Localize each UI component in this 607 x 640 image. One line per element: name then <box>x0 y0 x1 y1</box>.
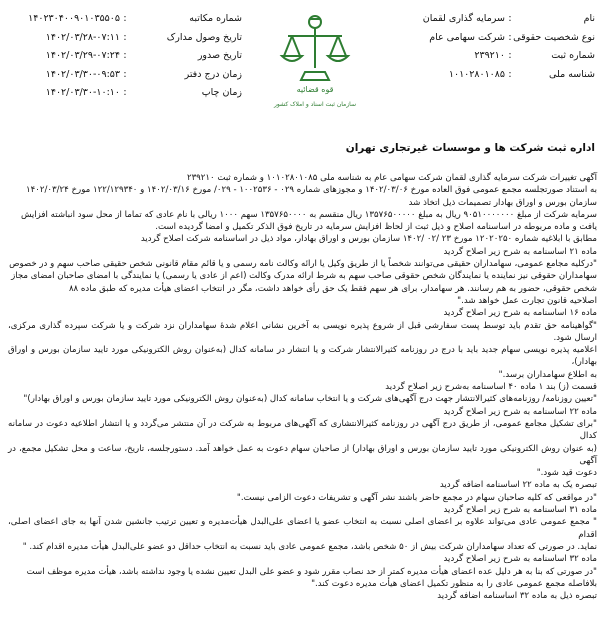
company-info <box>380 10 595 84</box>
announcement-line: ماده ۳۲ اساسنامه به شرح زیر اصلاح گردید <box>443 554 597 565</box>
correspondence-info-row: تاریخ وصول مدارک : ۱۴۰۲/۰۳/۲۸-۰۷:۱۱ <box>12 29 242 48</box>
issue-date-value: ۱۴۰۲/۰۳/۲۹-۰۷:۲۴ <box>45 50 120 61</box>
announcement-line: (به عنوان روش الکترونیکی مورد تایید سازمان بورس و اوراق بهادار) از صاحبان سهام دعوت به عمل خواهد آمد. دستورجلسه، تاریخ، ساعت و محل تشکیل مجمع، در آگهی <box>8 443 597 466</box>
company-info-row: نام : سرمایه گذاری لقمان <box>380 10 595 29</box>
announcement-line: آگهی تغییرات شرکت سرمایه گذاری لقمان شرکت سهامی عام به شناسه ملی ۱۰۱۰۲۸۰۱۰۸۵ و شماره ثبت ۲۳۹۲۱۰ <box>186 173 597 183</box>
announcement-line: بلافاصله مجمع عمومی عادی را به منظور تکمیل اعضای هیأت مدیره دعوت کند." <box>311 578 597 589</box>
company-info-row: نوع شخصیت حقوقی : شرکت سهامی عام <box>380 29 595 48</box>
announcement-line: تبصره یک به ماده ۲۲ اساسنامه اضافه گردید <box>439 480 597 491</box>
correspondence-info-row: زمان چاپ : ۱۴۰۲/۰۳/۳۰-۱۰:۱۰ <box>12 84 242 103</box>
company-name-value: سرمایه گذاری لقمان <box>422 13 505 24</box>
issue-date-label: تاریخ صدور <box>197 50 242 61</box>
company-info-row: شماره ثبت : ۲۳۹۲۱۰ <box>380 47 595 66</box>
office-title: اداره ثبت شرکت ها و موسسات غیرتجاری تهران <box>345 142 595 154</box>
receipt-date-value: ۱۴۰۲/۰۳/۲۸-۰۷:۱۱ <box>45 31 120 43</box>
announcement-line: دعوت قید شود." <box>536 468 597 479</box>
receipt-date-label: تاریخ وصول مدارک <box>166 31 242 43</box>
judiciary-emblem-icon <box>270 6 360 124</box>
announcement-line: "در صورتی که بنا به هر دلیل عده اعضای هیأت مدیره کمتر از حد نصاب مقرر شود و عضو علی البدل تعیین نشده یا وجود نداشته باشد، هیأت مدیره موظف است <box>26 566 597 577</box>
company-info-row: شناسه ملی : ۱۰۱۰۲۸۰۱۰۸۵ <box>380 66 595 85</box>
registry-time-label: زمان درج دفتر <box>184 68 242 80</box>
letter-number-label: شماره مکاتبه <box>189 13 242 24</box>
registration-header <box>0 0 607 138</box>
national-id-value: ۱۰۱۰۲۸۰۱۰۸۵ <box>448 68 505 80</box>
announcement-line: اصلاحیه قانون تجارت عمل خواهد شد." <box>457 295 597 306</box>
registry-time-value: ۱۴۰۲/۰۳/۳۰-۰۹:۵۳ <box>45 68 120 80</box>
announcement-line: "درکلیه مجامع عمومی، سهامداران حقیقی می‌توانند شخصاً یا از طریق وکیل یا ارائه وکالت نامه رسمی و یا قائم مقام قانونی شخص حقیقی صاحب سهم و در خصوص <box>9 259 597 270</box>
announcement-line: " مجمع عمومی عادی می‌تواند علاوه بر اعضای اصلی نسبت به انتخاب عضو یا اعضای علی‌البدل هیأت‌مدیره و تعیین ترتیب جانشین شدن آنها به جای اعضای اصلی، اقدام <box>8 517 597 540</box>
registration-number-value: ۲۳۹۲۱۰ <box>474 50 505 61</box>
announcement-line: اعلامیه پذیره نویسی سهام جدید باید با درج در روزنامه کثیرالانتشار شرکت و یا انتشار در سامانه کدال (به‌عنوان روش الکترونیکی مورد تایید سازمان بورس و اوراق بهادار)، <box>8 345 597 368</box>
announcement-line: مطابق با ابلاغیه شماره ۱۲۰۲۰۲۵۰ مورخ ۲۳ /۰۲ /۱۴۰۲ سازمان بورس و اوراق بهادار، مواد ذیل در اساسنامه شرکت اصلاح گردید <box>140 234 597 245</box>
correspondence-info-row: زمان درج دفتر : ۱۴۰۲/۰۳/۳۰-۰۹:۵۳ <box>12 66 242 85</box>
print-time-label: زمان چاپ <box>201 87 242 98</box>
announcement-line: ماده ۱۶ اساسنامه به شرح زیر اصلاح گردید <box>443 308 597 319</box>
announcement-line: سهامداران حقوقی نیز نماینده یا نمایندگان شخص حقوقی صاحب سهم به شرط ارائه مدرک وکالت (اعم از عادی یا رسمی) یا نمایندگی با امضای صاحبان امضای مجاز <box>11 271 597 282</box>
announcement-line: به استناد صورتجلسه مجمع عمومی فوق العاده مورخ ۱۴۰۲/۰۳/۰۶ و مجوزهای شماره ۰۲۹ - ۱۰۰۲۵۳۶ - ۰۲۹/ مورخ ۱۴۰۲/۰۳/۱۶ و ۱۲۲/۱۲۹۳۴۰ مورخ ۱۴۰۲/۰۳/۲۴ <box>26 185 597 196</box>
entity-type-value: شرکت سهامی عام <box>429 31 505 43</box>
announcement-line: یافت و ماده مربوطه در اساسنامه اصلاح و ذیل ثبت از لحاظ افزایش سرمایه در تاریخ فوق الذکر تکمیل و امضا گردیده است. <box>155 222 597 233</box>
emblem-caption-bottom: سازمان ثبت اسناد و املاک کشور <box>273 101 357 108</box>
announcement-line: سازمان بورس و اوراق بهادار تصمیمات ذیل اتخاذ شد <box>408 197 597 208</box>
announcement-line: نماید. در صورتی که تعداد سهامداران شرکت بیش از ۵۰ شخص باشد، مجمع عمومی عادی باید نسبت به انتخاب حداقل دو عضو علی‌البدل هیأت مدیره اقدام کند. " <box>22 541 597 552</box>
registration-number-label: شماره ثبت <box>551 50 595 61</box>
announcement-line: "در مواقعی که کلیه صاحبان سهام در مجمع حاضر باشند نشر آگهی و تشریفات دعوت الزامی نیست." <box>236 492 597 503</box>
announcement-line: ماده ۲۱ اساسنامه به شرح زیر اصلاح گردید <box>443 246 597 257</box>
correspondence-info-row: تاریخ صدور : ۱۴۰۲/۰۳/۲۹-۰۷:۲۴ <box>12 47 242 66</box>
national-id-label: شناسه ملی <box>549 68 595 80</box>
letter-number-value: ۱۴۰۲۳۰۴۰۰۹۰۱۰۳۵۵۰۵ <box>28 13 120 24</box>
announcement-line: به اطلاع سهامداران برسد." <box>498 369 597 380</box>
announcement-line: شخص حقوقی، حضور به هم رسانند. هر سهامدار، برای هر سهم فقط یک حق رأی خواهد داشت، مگر در انتخاب اعضای هیأت مدیره که طبق ماده ۸۸ <box>68 283 597 294</box>
correspondence-info <box>12 10 242 103</box>
announcement-line: ماده ۳۱ اساسنامه به شرح زیر اصلاح گردید <box>443 505 597 516</box>
emblem-caption-top: قوه قضائیه <box>296 85 334 94</box>
print-time-value: ۱۴۰۲/۰۳/۳۰-۱۰:۱۰ <box>45 87 120 98</box>
announcement-line: ماده ۲۲ اساسنامه به شرح زیر اصلاح گردید <box>443 406 597 417</box>
announcement-line: "گواهینامه حق تقدم باید توسط پست سفارشی قبل از شروع پذیره نویسی به آخرین نشانی اعلام شدهٔ سهامداران نزد شرکت و یا شرکت سپرده گذاری مرکزی، ارسال شود. <box>8 320 597 343</box>
announcement-body <box>8 172 597 602</box>
company-name-label: نام <box>583 13 595 24</box>
entity-type-label: نوع شخصیت حقوقی <box>513 31 595 43</box>
correspondence-info-row: شماره مکاتبه : ۱۴۰۲۳۰۴۰۰۹۰۱۰۳۵۵۰۵ <box>12 10 242 29</box>
announcement-line: قسمت (ز) بند ۱ ماده ۴۰ اساسنامه به‌شرح زیر اصلاح گردید <box>385 382 597 393</box>
announcement-line: سرمایه شرکت از مبلغ ۹۰۵۱۰۰۰۰۰۰۰ ریال به مبلغ ۱۳۵۷۶۵۰۰۰۰۰ ریال منقسم به ۱۳۵۷۶۵۰۰۰۰ سهم ۱۰۰۰ ریالی با نام عادی که تماما از محل سود انباشته افزایش <box>20 209 597 220</box>
announcement-line: "برای تشکیل مجامع عمومی، از طریق درج آگهی در روزنامه کثیرالانتشاری که آگهی‌های مربوط به شرکت در آن منتشر می‌گردد و یا انتشار اطلاعیه دعوت در سامانه کدال <box>8 418 597 442</box>
announcement-line: تبصره ذیل به ماده ۳۲ اساسنامه اضافه گردید <box>437 591 597 602</box>
announcement-line: "تعیین روزنامه/ روزنامه‌های کثیرالانتشار جهت درج آگهی‌های شرکت و یا انتخاب سامانه کدال (به‌عنوان روش الکترونیکی مورد تایید سازمان بورس و اوراق بهادار)" <box>23 394 597 405</box>
